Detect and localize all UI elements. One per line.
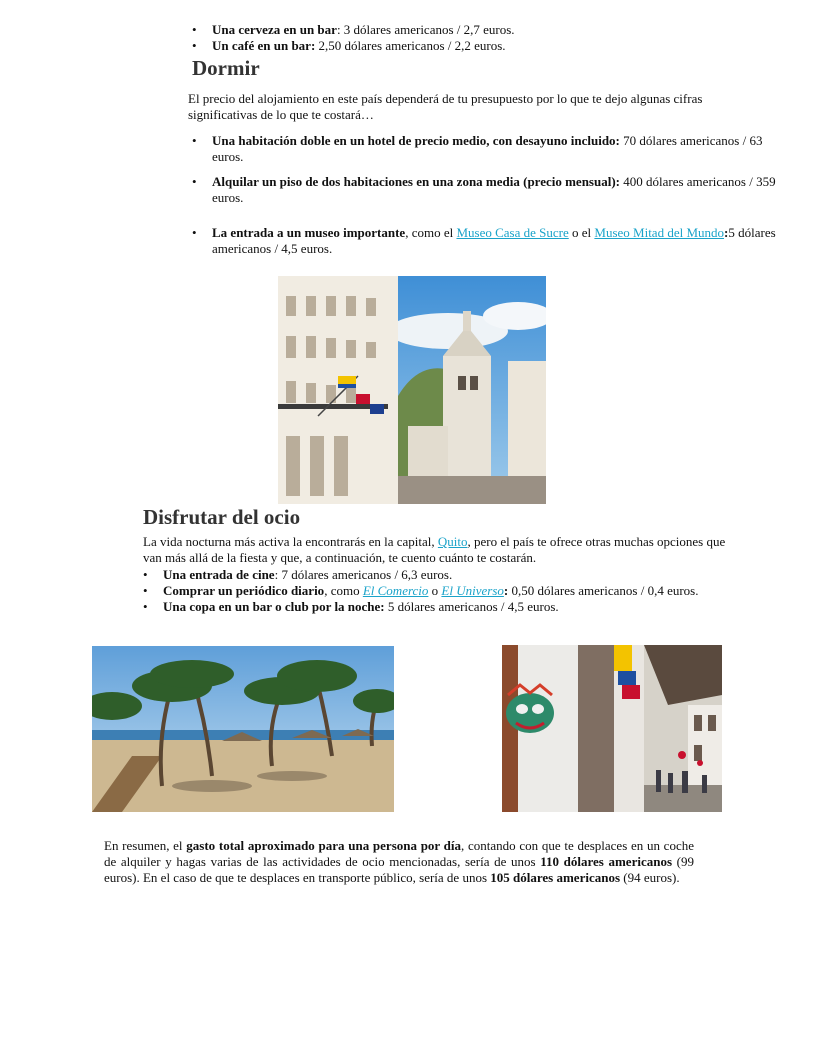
list-item: • Una copa en un bar o club por la noche: 5 dólares americanos / 4,5 euros. bbox=[163, 599, 763, 615]
summary-paragraph: En resumen, el gasto total aproximado para una persona por día, contando con que te desplaces en un coche de alquiler y hagas varias de las actividades de ocio mencionadas, sería de unos 110 dólares americanos (99 euros). En el caso de que te desplaces en transporte público, sería de unos 105 dólares americanos (94 euros). bbox=[104, 838, 694, 885]
link-el-universo[interactable]: El Universo bbox=[441, 583, 504, 598]
list-item: • Una cerveza en un bar: 3 dólares americanos / 2,7 euros. bbox=[212, 22, 792, 38]
top-price-list bbox=[212, 22, 792, 54]
link-museo-casa-de-sucre[interactable]: Museo Casa de Sucre bbox=[456, 225, 569, 240]
ocio-intro: La vida nocturna más activa la encontrarás en la capital, Quito, pero el país te ofrece otras muchas opciones que van más allá de la fiesta y que, a continuación, te cuento cuánto te costarán. bbox=[143, 534, 726, 565]
list-item: • Una habitación doble en un hotel de precio medio, con desayuno incluido: 70 dólares americanos / 63 euros. bbox=[212, 133, 787, 165]
link-el-comercio[interactable]: El Comercio bbox=[362, 583, 429, 598]
section-heading-dormir: Dormir bbox=[192, 56, 260, 80]
colonial-alley-photo bbox=[468, 645, 722, 812]
list-item: • Un café en un bar: 2,50 dólares americanos / 2,2 euros. bbox=[212, 38, 792, 54]
list-item: • Alquilar un piso de dos habitaciones en una zona media (precio mensual): 400 dólares americanos / 359 euros. bbox=[212, 174, 787, 206]
quito-street-photo bbox=[278, 276, 546, 504]
beach-palms-photo bbox=[92, 646, 394, 812]
link-museo-mitad-del-mundo[interactable]: Museo Mitad del Mundo bbox=[594, 225, 725, 240]
list-item: • Una entrada de cine: 7 dólares americanos / 6,3 euros. bbox=[163, 567, 763, 583]
list-item: • La entrada a un museo importante, como el Museo Casa de Sucre o el Museo Mitad del Mundo:5 dólares americanos / 4,5 euros. bbox=[212, 225, 787, 257]
list-item: • Comprar un periódico diario, como El Comercio o El Universo: 0,50 dólares americanos / 0,4 euros. bbox=[163, 583, 763, 599]
section-heading-ocio: Disfrutar del ocio bbox=[143, 505, 301, 529]
ocio-list bbox=[163, 567, 763, 615]
dormir-intro: El precio del alojamiento en este país dependerá de tu presupuesto por lo que te dejo algunas cifras significativas de lo que te costará… bbox=[188, 91, 703, 122]
dormir-list bbox=[212, 133, 787, 257]
link-quito[interactable]: Quito bbox=[437, 534, 468, 549]
